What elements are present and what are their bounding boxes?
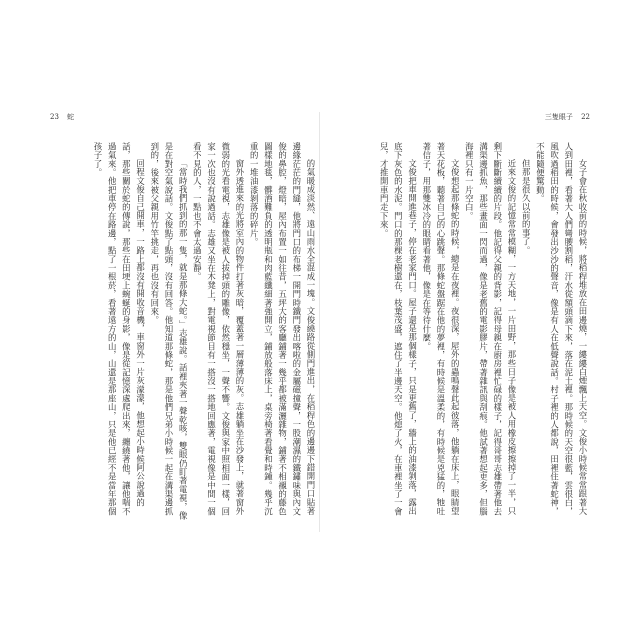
page-gutter	[319, 112, 320, 532]
paragraph: 女子會在秋收前的時候，將稻稈堆放在田邊燒，一縷縷白煙飄上天空。文俊小時候常常跟著大人到田裡，看著大人們彎腰割稻，汗水從額頭滴下來，落在泥土裡。那時候的天空很藍，雲很白，風吹過稻田的時候，會發出沙沙的聲音，像是有人在低聲說話。村子裡的人都說，田裡住著蛇神，不能隨便驚動。	[535, 142, 588, 516]
left-page-body	[50, 142, 318, 522]
paragraph: 但那是很久以前的事了。	[521, 158, 532, 255]
paragraph: 文俊想起那條蛇的時候，總是在夜裡。夜很深，屋外的蟲鳴聲此起彼落，他躺在床上，眼睛望著天花板，聽著自己的心跳聲。那條蛇盤踞在他的夢裡，有時候是溫柔的，有時候是兇猛的，牠吐著信子，用那雙冰冷的眼睛看著他，像是在等待什麼。	[421, 142, 461, 516]
paragraph: 窗外透進來的光將室內的物件打著灰暗，覆蓋著一層薄薄的灰。志雄躺坐在沙發上，就著窗外微弱的光看電視，志雄像是被人拔掉頭的雕像，依然穩坐，一聲不響。文俊與家中照相面一樣，回家一次也沒有說過話。志雄又坐在木凳上，對電視節目有一搭沒一搭地回應著，電視像是中間一個看不見的人，一點也不會太過安靜。	[192, 142, 245, 516]
paragraph: 回程文俊自己開車，一路上都沒有開收音機，車窗外一片灰濛濛，他想起小時候阿公說過的話，那些關於蛇的傳說，那些在田埂上蜿蜒的身影，像是從記憶深處爬出來，纏繞著他，讓他喘不過氣來。他把車停在路邊，點了一根菸，看著遠方的山，山還是那座山，只是他已經不是當年那個孩子了。	[92, 142, 146, 516]
left-running-head-title: 蛇	[67, 113, 75, 121]
left-page-number: 23	[50, 113, 59, 121]
left-running-header	[50, 112, 80, 124]
right-page-number: 22	[581, 113, 590, 121]
right-page	[322, 112, 590, 532]
right-page-body	[322, 142, 590, 522]
paragraph: 「當時我們抓到的那一隻，就是那條大蛇。」志雄說。話裡夾著一聲乾咳，雙眼仍盯著電視，像是在對空氣說話。文俊點了點頭，沒有回答。他知道那條蛇，那是他們兄弟小時候一起在溝渠邊抓到的，後來被父親用竹竿挑走，再也沒有回來。	[149, 142, 189, 520]
right-running-head-title: 三隻眼子	[544, 113, 573, 121]
paragraph: 近來文俊的記憶常常模糊，一方天地，一片田野，那些日子像是被人用橡皮擦擦掉了一半，只剩下斷斷續續的片段。他記得父親的背影，記得母親在廚房裡忙碌的樣子，記得哥哥志雄帶著他去溝渠邊抓魚，那些畫面一閃而過，像是老舊的電影膠片，帶著雜訊與刮痕。他試著想起更多，但腦海裡只有一片空白。	[464, 142, 517, 516]
left-page	[50, 112, 318, 532]
right-running-header	[539, 112, 590, 124]
paragraph: 文俊把車開進巷子，停在老家門口。屋子還是那個樣子，只是更舊了，牆上的油漆剝落，露出底下灰色的水泥。門口的那棵老樹還在，枝葉茂盛，遮住了半邊天空。他熄了火，在車裡坐了一會兒，才推開車門走下來。	[379, 142, 418, 516]
paragraph: 的氣暖成淡然、遠山雨水全混成一塊。文俊繞路從側門進出，在稻稈色的邊邊下錯開門口貼著邊緣茫茫的門縫，他將門口的布梯一開門時鐵門發出喀啦的金屬磁撞聲，一股潮濕的鐵鏽味與內文俊的鼻腔，燈暗，屋內布置一如往昔，五坪大的客廳鋪著一幾乎都被滿灑雜物，鋪著不相襯的藤色圖樣地毯，髒酒難負的透明瓶和肉藍纖細著強開立，鋪放般落床上，桌旁椅著看覺和時鍾。幾乎沉重的一堆油漆剝落的碎片。	[249, 142, 316, 516]
